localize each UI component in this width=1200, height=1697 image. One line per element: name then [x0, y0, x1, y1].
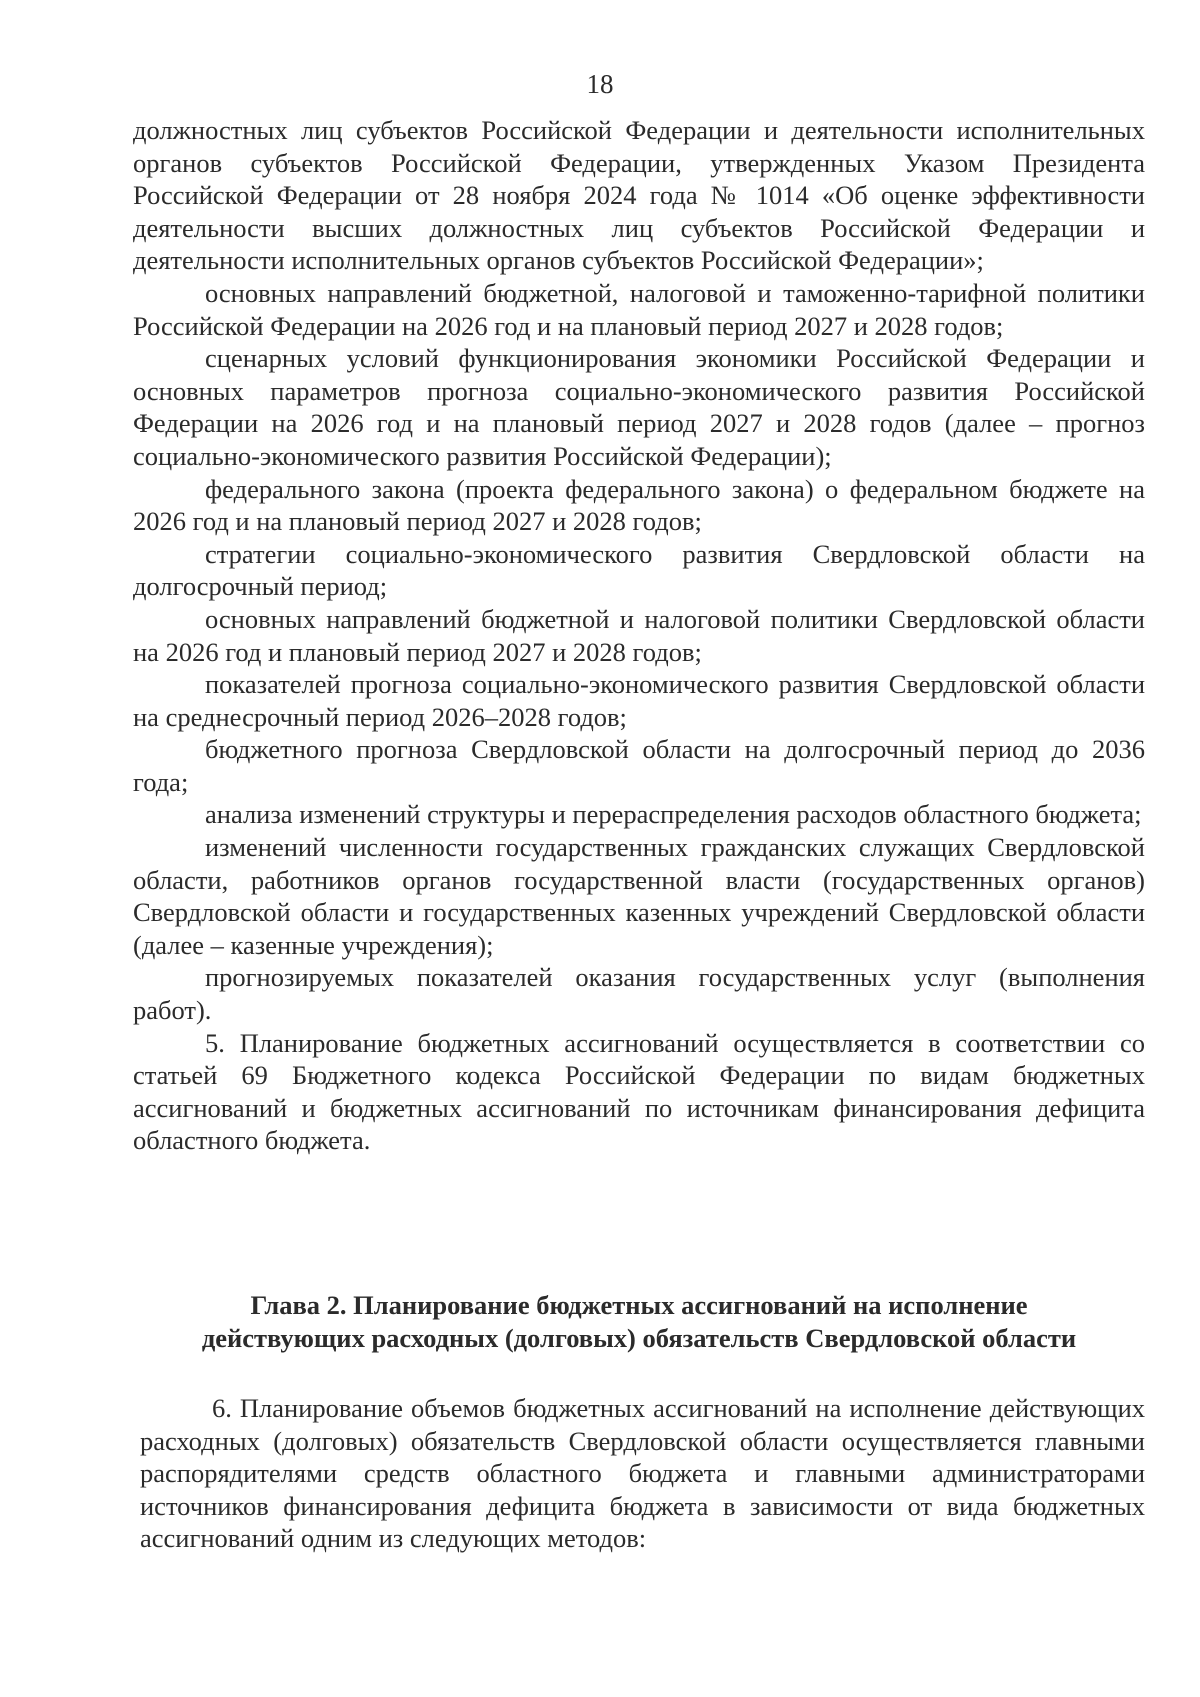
page-number: 18	[586, 69, 614, 99]
chapter-heading-line-1: Глава 2. Планирование бюджетных ассигнований на исполнение	[250, 1290, 1028, 1320]
paragraph-scenario-conditions: сценарных условий функционирования экономики Российской Федерации и основных параметров прогноза социально-экономического развития Российской Федерации на 2026 год и на плановый период 2027 и 2028 годов (далее – прогноз социально-экономического развития Российской Федерации);	[133, 343, 1145, 471]
paragraph-item-5: 5. Планирование бюджетных ассигнований осуществляется в соответствии со статьей 69 Бюджетного кодекса Российской Федерации по видам бюджетных ассигнований и бюджетных ассигнований по источникам финансирования дефицита областного бюджета.	[133, 1027, 1145, 1156]
paragraph-budget-forecast: бюджетного прогноза Свердловской области на долгосрочный период до 2036 года;	[133, 734, 1145, 797]
paragraph-continuation: должностных лиц субъектов Российской Федерации и деятельности исполнительных органов субъектов Российской Федерации, утвержденных Указом Президента Российской Федерации от 28 ноября 2024 года № 1014 «Об оценке эффективности деятельности высших должностных лиц субъектов Российской Федерации и деятельности исполнительных органов субъектов Российской Федерации»;	[133, 115, 1145, 276]
paragraph-expense-analysis: анализа изменений структуры и перераспределения расходов областного бюджета;	[205, 799, 1142, 830]
paragraph-strategy: стратегии социально-экономического развития Свердловской области на долгосрочный период;	[133, 538, 1145, 602]
paragraph-federal-law: федерального закона (проекта федерального закона) о федеральном бюджете на 2026 год и на плановый период 2027 и 2028 годов;	[133, 473, 1145, 537]
paragraph-staff-changes: изменений численности государственных гражданских служащих Свердловской области, работников органов государственной власти (государственных органов) Свердловской области и государственных казенных учреждений Свердловской области (далее – казенные учреждения);	[133, 832, 1145, 960]
paragraph-forecast-indicators: показателей прогноза социально-экономического развития Свердловской области на среднесрочный период 2026–2028 годов;	[133, 669, 1145, 732]
paragraph-budget-policy-rf: основных направлений бюджетной, налоговой и таможенно-тарифной политики Российской Федерации на 2026 год и на плановый период 2027 и 2028 годов;	[133, 277, 1145, 341]
body-text	[133, 114, 1145, 1157]
paragraph-service-indicators: прогнозируемых показателей оказания государственных услуг (выполнения работ).	[133, 962, 1145, 1026]
chapter-heading	[133, 1289, 1145, 1355]
paragraph-budget-policy-region: основных направлений бюджетной и налоговой политики Свердловской области на 2026 год и плановый период 2027 и 2028 годов;	[133, 603, 1145, 667]
paragraph-item-6: 6. Планирование объемов бюджетных ассигнований на исполнение действующих расходных (долговых) обязательств Свердловской области осуществляется главными распорядителями средств областного бюджета и главными администраторами источников финансирования дефицита бюджета в зависимости от вида бюджетных ассигнований одним из следующих методов:	[140, 1393, 1145, 1554]
chapter-heading-line-2: действующих расходных (долговых) обязательств Свердловской области	[201, 1323, 1077, 1353]
body-text-chapter-2	[140, 1392, 1145, 1555]
